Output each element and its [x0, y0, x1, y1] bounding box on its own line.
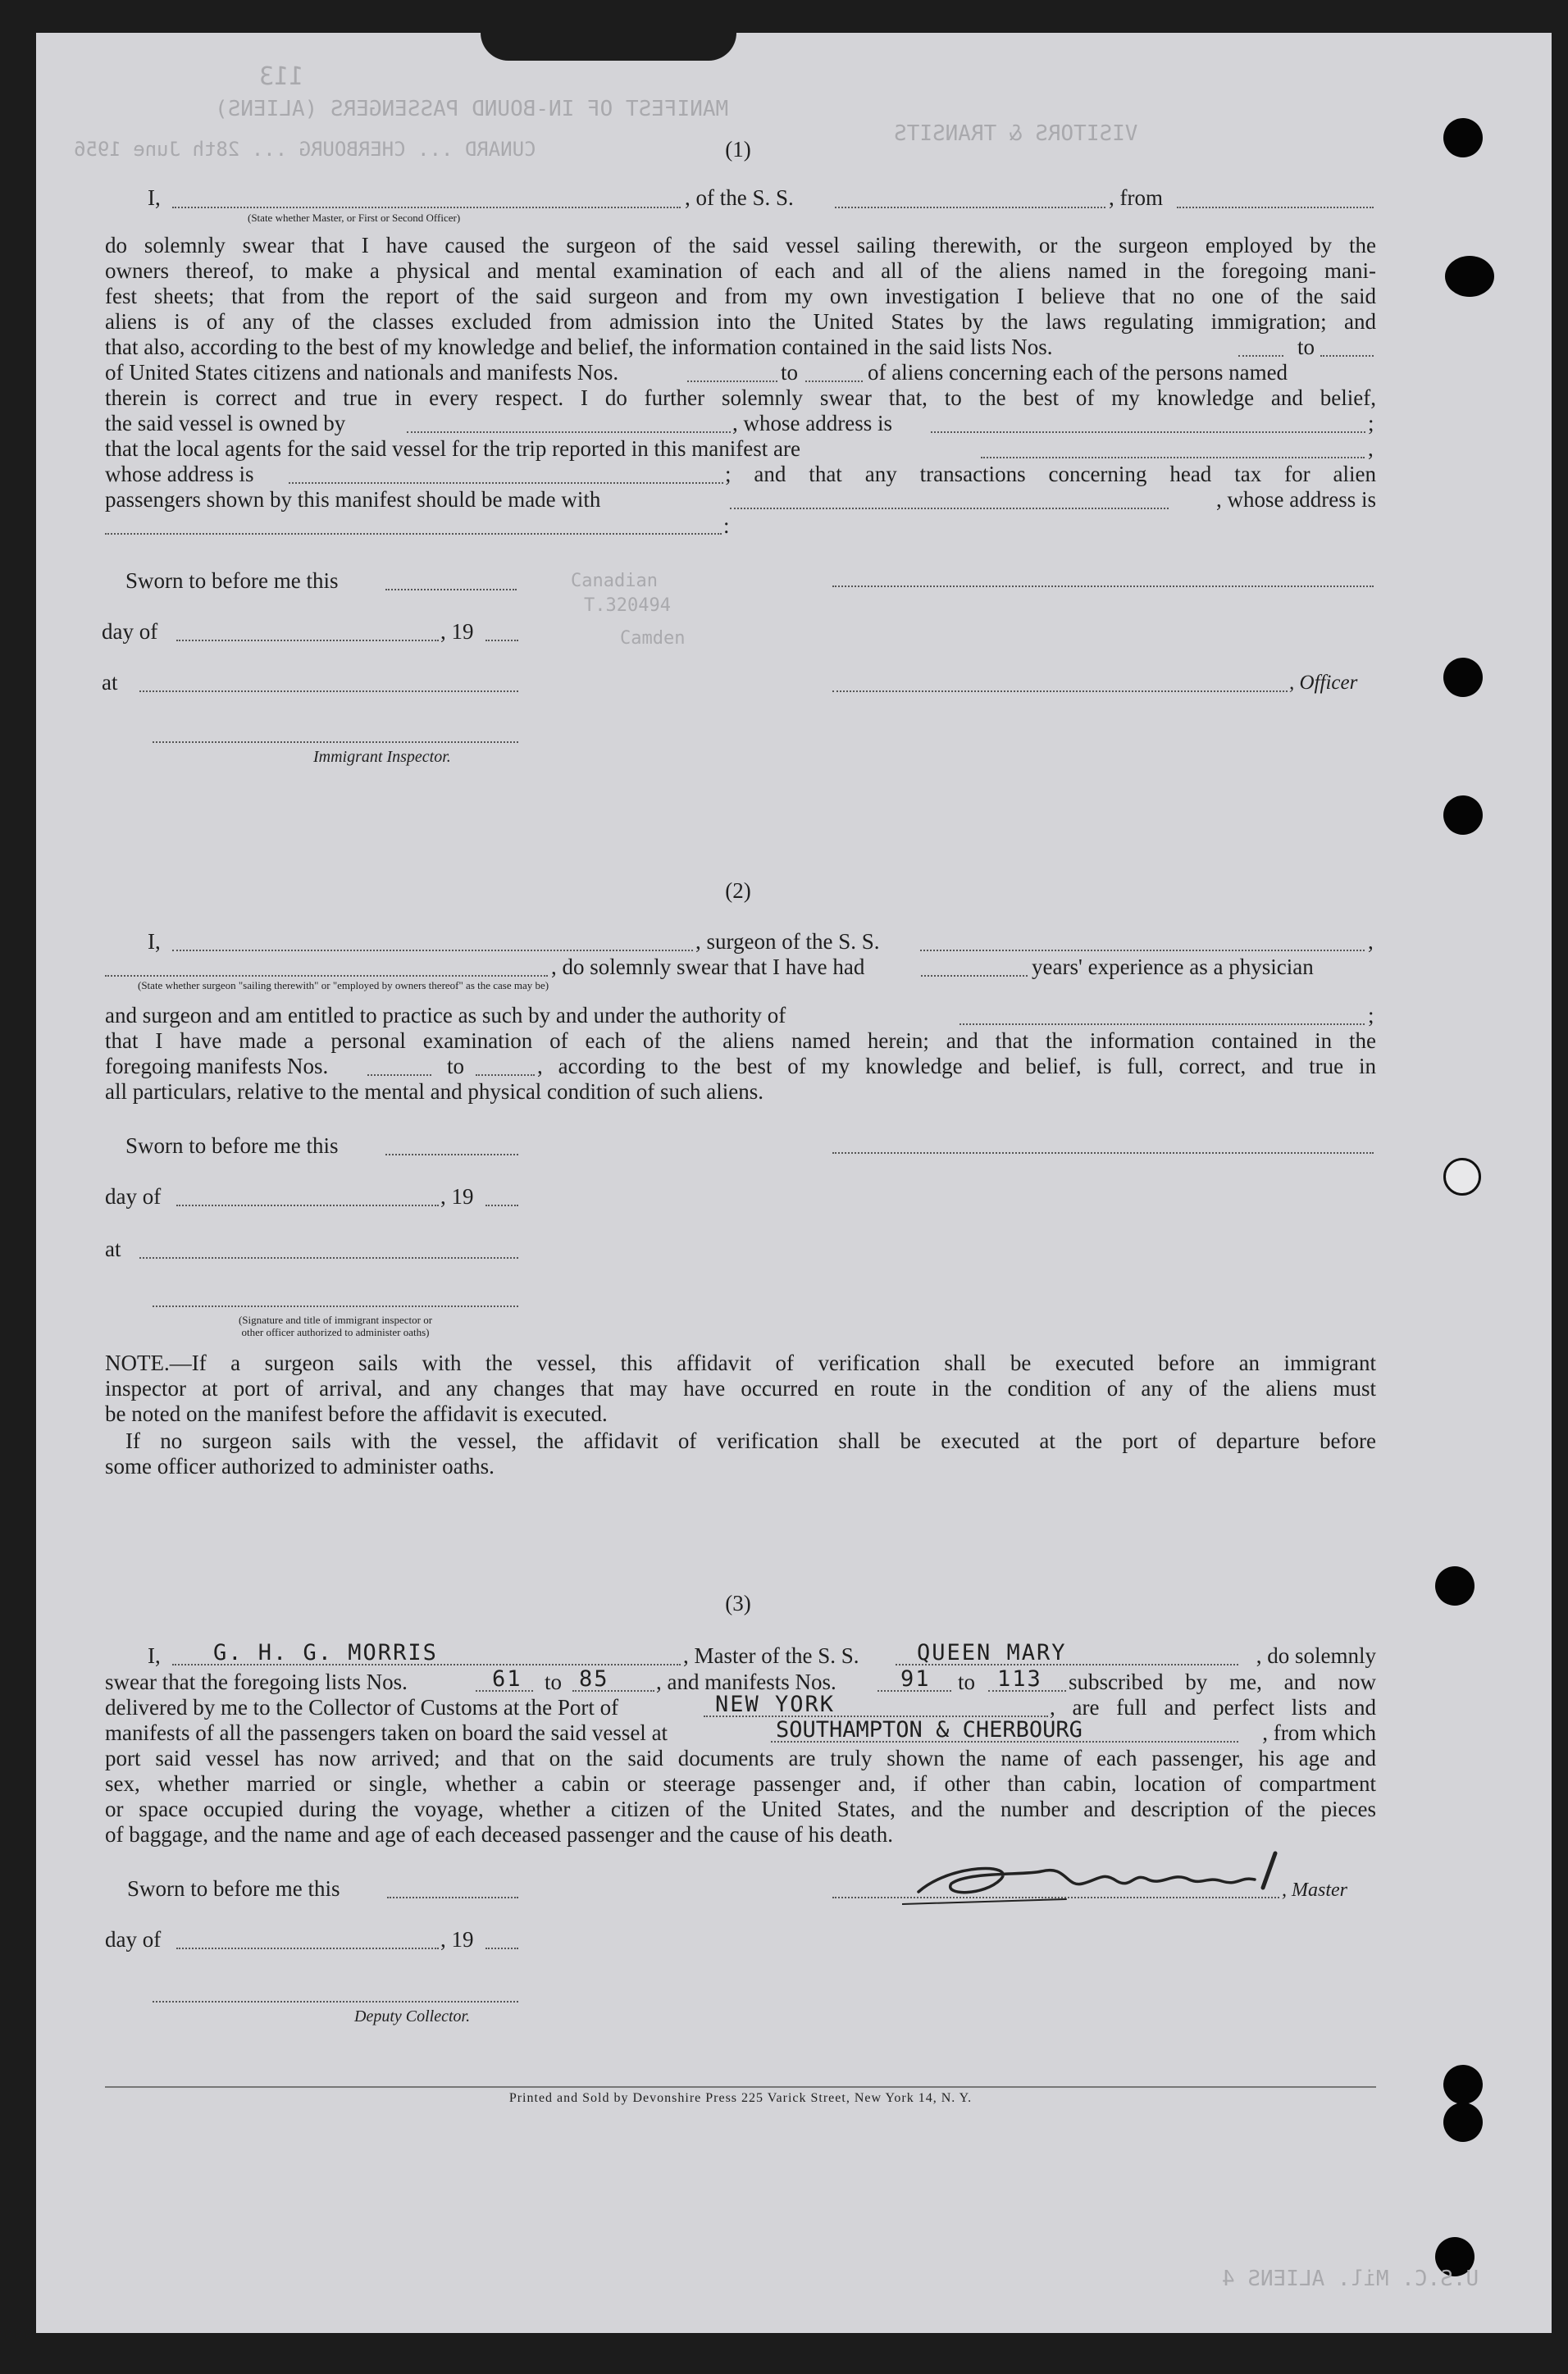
s2-sig-caption2: other officer authorized to administer oaths)	[241, 1326, 430, 1338]
s1-caption: (State whether Master, or First or Second Officer)	[248, 212, 461, 224]
s2-according: , according to the best of my knowledge and belief, is full, correct, and true in	[537, 1054, 1376, 1078]
s3-delivered: delivered by me to the Collector of Customs at the Port of	[105, 1695, 619, 1720]
s2-surgeon-sig-line[interactable]	[832, 1152, 1374, 1154]
s3-full-perfect: , are full and perfect lists and	[1050, 1695, 1376, 1720]
bleed-right: VISITORS & TRANSITS	[894, 121, 1138, 146]
s3-para-line: port said vessel has now arrived; and that on the said documents are truly shown the name of each passenger, his age and	[105, 1746, 1376, 1770]
s3-embark-field[interactable]	[771, 1741, 1238, 1743]
s1-to: to	[1297, 335, 1315, 359]
s1-name-field[interactable]	[172, 207, 681, 208]
s1-owner-field[interactable]	[407, 431, 731, 433]
s2-foregoing: foregoing manifests Nos.	[105, 1054, 329, 1078]
binder-hole	[1443, 2065, 1483, 2104]
s1-i: I,	[148, 185, 161, 210]
s3-lists-to: 85	[579, 1666, 609, 1692]
s2-note-line: inspector at port of arrival, and any changes that may have occurred en route in the condition of any of the aliens must	[105, 1376, 1376, 1401]
s2-nineteen: , 19	[440, 1184, 474, 1209]
s3-sworn: Sworn to before me this	[127, 1876, 340, 1901]
s2-sig-caption1: (Signature and title of immigrant inspector or	[238, 1314, 433, 1326]
s1-inspector-caption: Immigrant Inspector.	[313, 748, 451, 766]
s1-lists-to[interactable]	[1320, 355, 1374, 357]
s3-to2: to	[958, 1670, 976, 1694]
bleed-bottom: U.S.C. Mil. ALIENS 4	[1222, 2267, 1479, 2291]
s3-sworn-field[interactable]	[387, 1897, 518, 1898]
s2-sworn: Sworn to before me this	[125, 1133, 339, 1158]
bleed-title: MANIFEST OF IN-BOUND PASSENGERS (ALIENS)	[215, 97, 729, 121]
s2-ship-field[interactable]	[920, 950, 1365, 951]
s2-semicolon: ;	[1368, 1003, 1374, 1028]
binder-hole	[1443, 2103, 1483, 2142]
s1-para-line: do solemnly swear that I have caused the surgeon of the said vessel sailing therewith, or the surgeon employed by the	[105, 233, 1376, 257]
s1-para-line: therein is correct and true in every respect. I do further solemnly swear that, to the best of my knowledge and belief,	[105, 385, 1376, 410]
binder-hole	[1443, 118, 1483, 157]
footer-rule	[105, 2086, 1376, 2088]
s2-authority: and surgeon and am entitled to practice as such by and under the authority of	[105, 1003, 786, 1028]
s1-day-field[interactable]	[176, 640, 439, 641]
s3-ship-field[interactable]	[896, 1664, 1238, 1665]
s1-inspector-sig-line[interactable]	[153, 741, 518, 743]
s1-whose-address: , whose address is	[732, 411, 892, 435]
s1-lists-from[interactable]	[1238, 355, 1283, 357]
s1-para-line: aliens is of any of the classes excluded from admission into the United States by the laws regulating immigration; and	[105, 309, 1376, 334]
s3-swear-lists: swear that the foregoing lists Nos.	[105, 1670, 408, 1694]
s3-day-of: day of	[105, 1927, 162, 1952]
s3-collector-sig-line[interactable]	[153, 2001, 518, 2003]
s1-headtax-address[interactable]	[105, 533, 722, 535]
s2-caption: (State whether surgeon "sailing therewith" or "employed by owners thereof" as the case may be)	[138, 979, 549, 991]
bleed-faint1: Canadian	[571, 571, 658, 591]
s1-whose-address-is: , whose address is	[1216, 487, 1376, 512]
binder-hole	[1445, 256, 1494, 297]
s2-authority-field[interactable]	[959, 1023, 1365, 1025]
binder-hole	[1443, 795, 1483, 835]
s2-years: years' experience as a physician	[1032, 955, 1314, 979]
s1-para-line: that also, according to the best of my knowledge and belief, the information contained in the said lists Nos.	[105, 335, 1053, 359]
s2-man-from[interactable]	[367, 1074, 431, 1076]
s3-man-to: 113	[997, 1666, 1042, 1692]
s2-day-of: day of	[105, 1184, 162, 1209]
s3-port: NEW YORK	[715, 1692, 836, 1717]
s1-agents: that the local agents for the said vessel for the trip reported in this manifest are	[105, 436, 800, 461]
s3-subscribed: subscribed by me, and now	[1069, 1670, 1376, 1694]
s3-man-from-line[interactable]	[877, 1690, 951, 1692]
s3-lists-from-line[interactable]	[476, 1690, 533, 1692]
s2-swear: , do solemnly swear that I have had	[551, 955, 865, 979]
bleed-faint2: T.320494	[584, 595, 671, 616]
s1-officer: , Officer	[1289, 672, 1358, 694]
s3-day-field[interactable]	[176, 1948, 439, 1949]
master-signature	[902, 1847, 1329, 1912]
torn-edge	[481, 33, 736, 61]
binder-hole	[1443, 658, 1483, 697]
s1-owned-by: the said vessel is owned by	[105, 411, 346, 435]
s3-from-which: , from which	[1262, 1720, 1376, 1745]
s3-nineteen: , 19	[440, 1927, 474, 1952]
s3-to: to	[545, 1670, 563, 1694]
s3-man-from: 91	[900, 1666, 931, 1692]
section1-heading: (1)	[725, 137, 751, 162]
s2-year-field[interactable]	[485, 1205, 518, 1206]
s3-ship: QUEEN MARY	[917, 1640, 1067, 1665]
s1-officer-field[interactable]	[832, 690, 1288, 692]
s2-surgeon-of: , surgeon of the S. S.	[695, 929, 880, 954]
s1-owner-address[interactable]	[931, 431, 1365, 433]
s2-i: I,	[148, 929, 161, 954]
s2-status-field[interactable]	[105, 975, 548, 977]
s1-comma: ,	[1368, 436, 1374, 461]
s1-of-ss: , of the S. S.	[685, 185, 794, 210]
s1-colon: :	[723, 513, 730, 538]
s1-agents-field[interactable]	[981, 457, 1365, 458]
s3-lists-to-line[interactable]	[572, 1690, 654, 1692]
s1-sworn-field[interactable]	[385, 589, 517, 590]
s2-note2-line: If no surgeon sails with the vessel, the affidavit of verification shall be executed at the port of departure before	[125, 1429, 1376, 1453]
s3-and-manifests: , and manifests Nos.	[656, 1670, 836, 1694]
s2-note-line: be noted on the manifest before the affidavit is executed.	[105, 1401, 608, 1426]
s3-master-name: G. H. G. MORRIS	[213, 1640, 438, 1665]
s2-man-to[interactable]	[476, 1074, 535, 1076]
s3-i: I,	[148, 1643, 161, 1668]
s3-man-to-line[interactable]	[988, 1690, 1066, 1692]
bleed-faint3: Camden	[620, 628, 686, 649]
s2-note-line: NOTE.—If a surgeon sails with the vessel, this affidavit of verification shall be executed before an immigrant	[105, 1351, 1376, 1375]
s3-do-solemnly: , do solemnly	[1256, 1643, 1376, 1668]
s3-master: , Master	[1282, 1880, 1347, 1901]
bleed-number: 113	[259, 62, 304, 91]
s1-from-field[interactable]	[1177, 207, 1374, 208]
s2-to: to	[447, 1054, 465, 1078]
binder-hole	[1435, 1566, 1475, 1606]
s1-at: at	[102, 670, 118, 695]
s3-para-line: of baggage, and the name and age of each deceased passenger and the cause of his death.	[105, 1822, 894, 1847]
s3-embark: SOUTHAMPTON & CHERBOURG	[776, 1717, 1083, 1743]
s1-nineteen: , 19	[440, 619, 474, 644]
s2-at-field[interactable]	[139, 1257, 518, 1259]
s3-master-field[interactable]	[172, 1664, 681, 1665]
s1-at-field[interactable]	[139, 690, 518, 692]
s2-inspector-sig-line[interactable]	[153, 1305, 518, 1307]
s2-comma: ,	[1368, 929, 1374, 954]
s1-to: to	[781, 360, 799, 385]
s3-master-of: , Master of the S. S.	[683, 1643, 859, 1668]
s1-para-line: of United States citizens and nationals and manifests Nos.	[105, 360, 619, 385]
s1-man-to[interactable]	[805, 380, 863, 382]
s1-of-aliens: of aliens concerning each of the persons named	[868, 360, 1288, 385]
binder-hole	[1443, 1158, 1481, 1196]
s1-ship-field[interactable]	[835, 207, 1105, 208]
s3-lists-from: 61	[492, 1666, 522, 1692]
s3-para-line: sex, whether married or single, whether a cabin or steerage passenger and, if other than cabin, location of compartment	[105, 1771, 1376, 1796]
s2-sworn-field[interactable]	[385, 1154, 518, 1155]
s2-particulars: all particulars, relative to the mental and physical condition of such aliens.	[105, 1079, 763, 1104]
s3-year-field[interactable]	[485, 1948, 518, 1949]
s1-agents-address[interactable]	[289, 482, 723, 484]
s1-passengers: passengers shown by this manifest should be made with	[105, 487, 601, 512]
s1-head-tax: ; and that any transactions concerning head tax for alien	[725, 462, 1376, 486]
s2-at: at	[105, 1237, 121, 1261]
s1-man-from[interactable]	[687, 380, 777, 382]
s3-manifests-all: manifests of all the passengers taken on board the said vessel at	[105, 1720, 668, 1745]
printer-footer: Printed and Sold by Devonshire Press 225 Varick Street, New York 14, N. Y.	[508, 2091, 973, 2105]
s2-para-line: that I have made a personal examination of each of the aliens named herein; and that the information contained in the	[105, 1028, 1376, 1053]
s3-para-line: or space occupied during the voyage, whether a citizen of the United States, and the number and description of the pieces	[105, 1797, 1376, 1821]
s2-name-field[interactable]	[172, 950, 693, 951]
s1-headtax-field[interactable]	[730, 508, 1169, 509]
s1-sworn: Sworn to before me this	[125, 568, 339, 593]
bleed-ports: CUNARD ... CHERBOURG ... 28th June 1956	[74, 138, 536, 161]
s1-semicolon: ;	[1368, 411, 1374, 435]
s1-officer-sig-line[interactable]	[832, 586, 1374, 587]
section3-heading: (3)	[725, 1591, 751, 1615]
s2-day-field[interactable]	[176, 1205, 439, 1206]
s1-para-line: owners thereof, to make a physical and mental examination of each and all of the aliens named in the foregoing mani-	[105, 258, 1376, 283]
s2-years-field[interactable]	[921, 975, 1028, 977]
s1-whose-address2: whose address is	[105, 462, 254, 486]
section2-heading: (2)	[725, 878, 751, 903]
s1-day-of: day of	[102, 619, 158, 644]
s1-from: , from	[1109, 185, 1163, 210]
s2-note2-line: some officer authorized to administer oaths.	[105, 1454, 495, 1479]
s1-para-line: fest sheets; that from the report of the said surgeon and from my own investigation I believe that no one of the said	[105, 284, 1376, 308]
s1-year-field[interactable]	[485, 640, 518, 641]
s3-deputy-caption: Deputy Collector.	[354, 2007, 471, 2025]
